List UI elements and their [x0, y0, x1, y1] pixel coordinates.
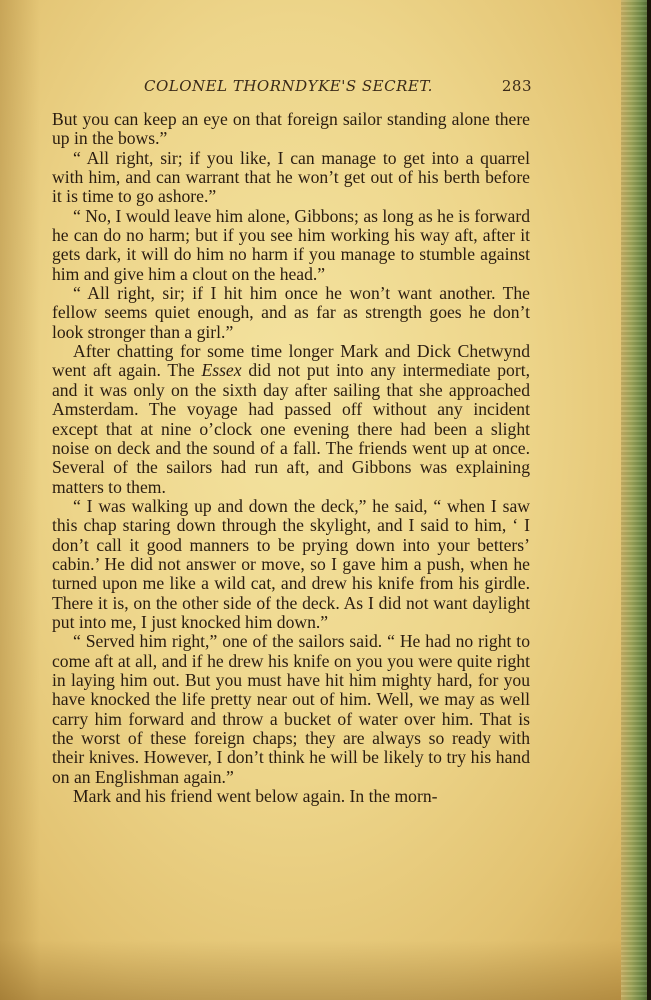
running-head — [52, 77, 532, 99]
ship-name: Essex — [201, 360, 242, 381]
body-text — [52, 110, 530, 806]
page-number: 283 — [501, 77, 532, 95]
paragraph-6: “ I was walking up and down the deck,” he said, “ when I saw this chap staring down through the skylight, and I said to him, ‘ I don’t call it good manners to be prying down into your betters’ cabin.’ He did not answer or move, so I gave him a push, when he turned upon me like a wild cat, and drew his knife from his girdle. There it is, on the other side of the deck. As I did not want daylight put into me, I just knocked him down.” — [52, 495, 530, 632]
paragraph-2: “ All right, sir; if you like, I can manage to get into a quarrel with him, and can warrant that he won’t get out of his berth before it is time to go ashore.” — [52, 147, 530, 207]
paragraph-3: “ No, I would leave him alone, Gibbons; as long as he is forward he can do no harm; but if you see him working his way aft, after it gets dark, it will do him no harm if you manage to stumble against him and give him a clout on the head.” — [52, 205, 530, 284]
page-gutter-shadow — [0, 0, 40, 1000]
paragraph-7: “ Served him right,” one of the sailors said. “ He had no right to come aft at all, and if he drew his knife on you you were quite right in laying him out. But you must have hit him mighty hard, for you have knocked the life pretty near out of him. Well, we may as well carry him forward and throw a bucket of water over him. That is the worst of these foreign chaps; they are always so ready with their knives. However, I don’t think he will be likely to try his hand on an Englishman again.” — [52, 631, 530, 787]
paragraph-1: But you can keep an eye on that foreign sailor standing alone there up in the bows.” — [52, 109, 530, 149]
page-bottom-shadow — [0, 940, 651, 1000]
paragraph-5: After chatting for some time longer Mark and Dick Chetwynd went aft again. The Essex did not put into any intermediate port, and it was only on the sixth day after sailing that she approached Amsterdam. The voyage had passed off without any incident except that at nine o’clock one evening there had been a slight noise on deck and the sound of a fall. The friends went up at once. Several of the sailors had run aft, and Gibbons was explaining matters to them. — [52, 341, 530, 497]
running-title: COLONEL THORNDYKE'S SECRET. — [144, 77, 433, 95]
paragraph-4: “ All right, sir; if I hit him once he won’t want another. The fellow seems quiet enough, and as far as strength goes he don’t look stronger than a girl.” — [52, 283, 530, 342]
page-edge-border — [647, 0, 651, 1000]
paragraph-8: Mark and his friend went below again. In the morn- — [73, 786, 438, 807]
